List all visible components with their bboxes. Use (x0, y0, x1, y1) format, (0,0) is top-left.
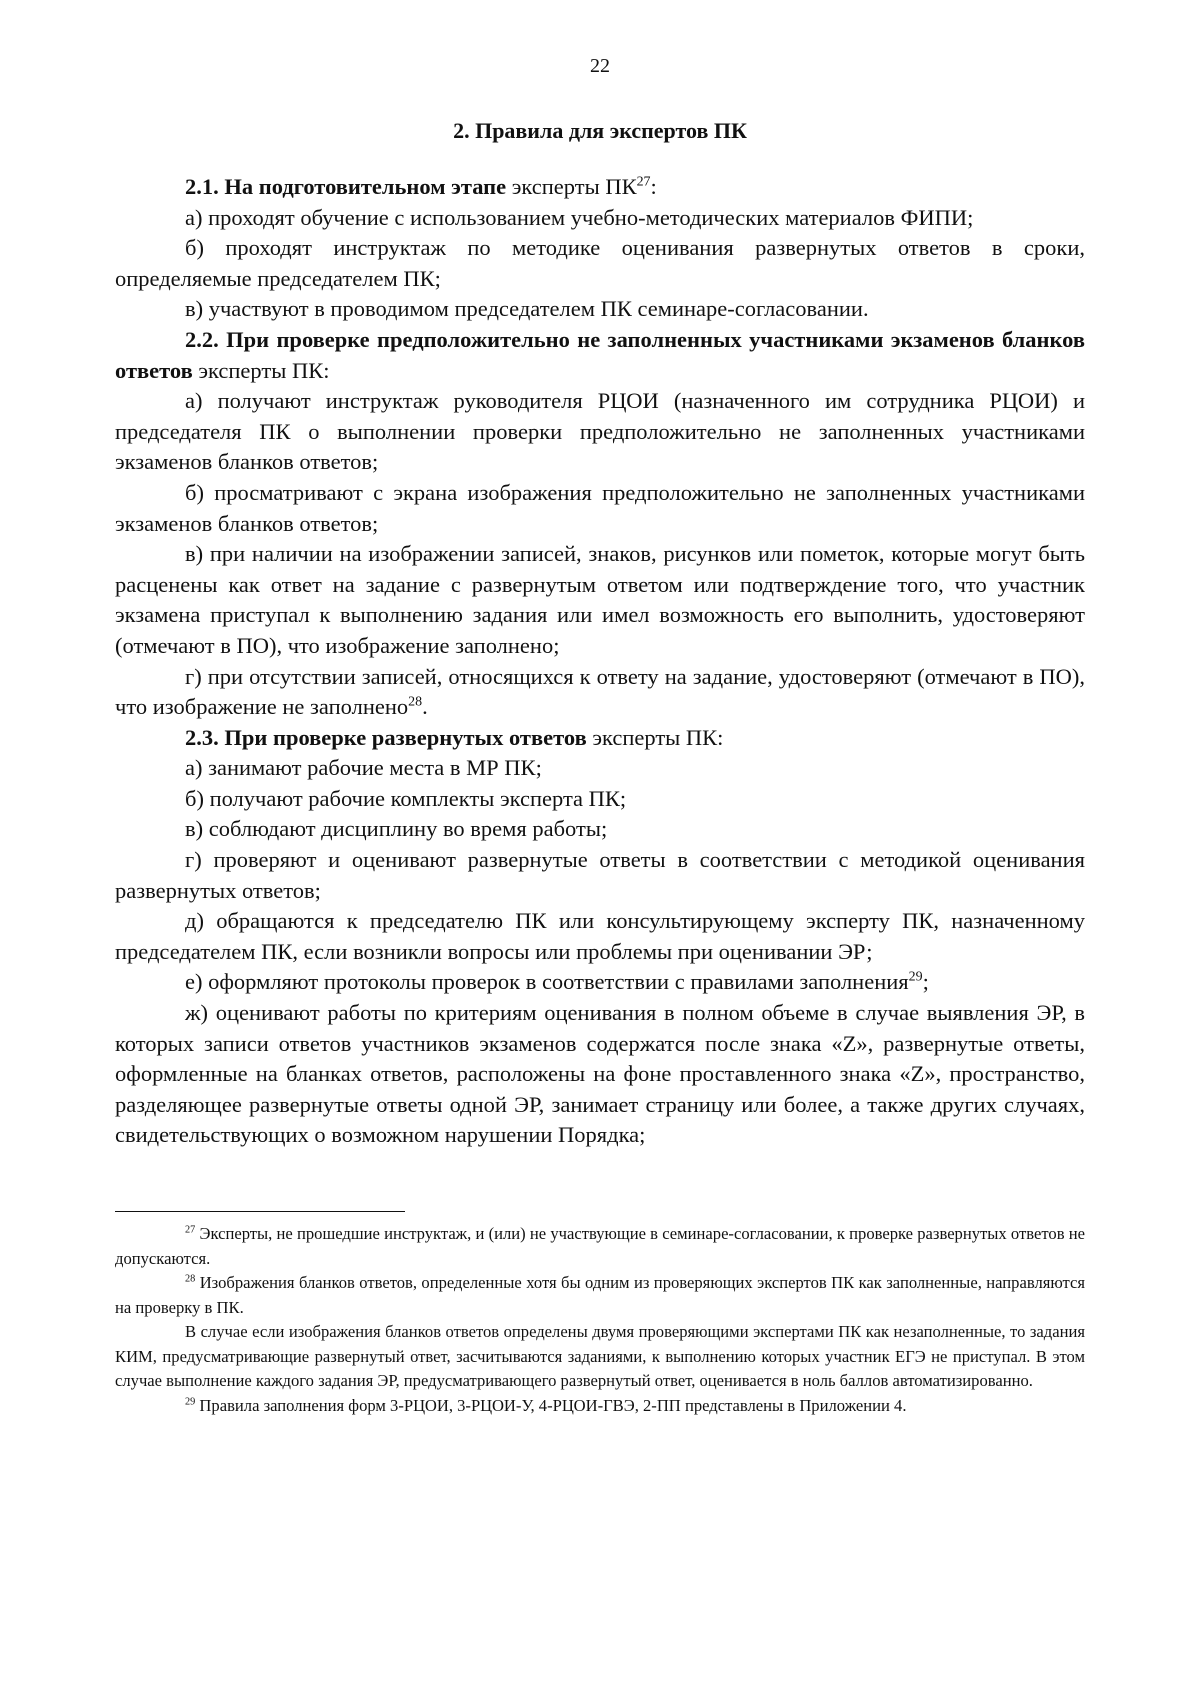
page-number: 22 (590, 55, 610, 77)
list-item (115, 967, 1085, 998)
footnote-separator (115, 1211, 405, 1212)
section-title: 2. Правила для экспертов ПК (453, 118, 747, 143)
footnote-28 (115, 1271, 1085, 1320)
list-item: а) проходят обучение с использованием учебно-методических материалов ФИПИ; (185, 204, 974, 230)
section-2-3-bold-text: При проверке развернутых ответов (224, 724, 587, 750)
footnote-29 (115, 1394, 1085, 1419)
list-item: в) соблюдают дисциплину во время работы; (185, 816, 608, 842)
footnotes (115, 1222, 1085, 1418)
footnote-mark-29: 29 (185, 1395, 196, 1407)
section-2-1-bold-text: На подготовительном этапе (224, 174, 507, 199)
footnote-ref-29: 29 (908, 969, 923, 985)
list-item: а) занимают рабочие места в МР ПК; (185, 755, 542, 781)
document-body (115, 172, 1085, 1151)
footnote-ref-28: 28 (408, 694, 423, 710)
list-item: б) получают рабочие комплекты эксперта ПК; (185, 785, 627, 811)
footnote-ref-27: 27 (636, 174, 651, 190)
footnote-28-continuation: В случае если изображения бланков ответов определены двумя проверяющими экспертами ПК как незаполненные, то задания КИМ, предусматривающие развернутый ответ, засчитываются заданиями, к выполнению которых участник ЕГЭ не приступал. В этом случае выполнение каждого задания ЭР, предусматривающего развернутый ответ, оценивается в ноль баллов автоматизированно. (115, 1322, 1085, 1390)
section-2-1-heading-bold (185, 174, 506, 199)
section-2-2-rest: эксперты ПК: (192, 357, 330, 383)
list-item: г) проверяют и оценивают развернутые ответы в соответствии с методикой оценивания развернутых ответов; (115, 847, 1085, 903)
list-item-text: г) при отсутствии записей, относящихся к ответу на задание, удостоверяют (отмечают в ПО), что изображение не заполнено (115, 663, 1085, 720)
section-2-1-heading (115, 172, 1085, 203)
section-2-2-bold-text: При проверке предположительно не заполненных участниками экзаменов бланков ответов (115, 326, 1086, 383)
list-item-text: е) оформляют протоколы проверок в соответствии с правилами заполнения (185, 969, 909, 995)
section-2-1-rest: эксперты ПК (506, 174, 637, 199)
list-item: б) проходят инструктаж по методике оценивания развернутых ответов в сроки, определяемые председателем ПК; (115, 235, 1085, 291)
footnote-text: Правила заполнения форм 3-РЦОИ, 3-РЦОИ-У, 4-РЦОИ-ГВЭ, 2-ПП представлены в Приложении 4. (195, 1395, 907, 1415)
list-item: б) просматривают с экрана изображения предположительно не заполненных участниками экзаменов бланков ответов; (115, 479, 1085, 536)
list-item: в) участвуют в проводимом председателем ПК семинаре-согласовании. (185, 296, 869, 322)
section-2-1-number: 2.1. (185, 174, 219, 199)
list-item-tail: ; (922, 969, 929, 995)
list-item: д) обращаются к председателю ПК или консультирующему эксперту ПК, назначенному председателем ПК, если возникли вопросы или проблемы при оценивании ЭР; (115, 908, 1085, 964)
list-item: а) получают инструктаж руководителя РЦОИ (назначенного им сотрудника РЦОИ) и председателя ПК о выполнении проверки предположительно не заполненных участниками экзаменов бланков ответов; (115, 388, 1085, 475)
list-item: в) при наличии на изображении записей, знаков, рисунков или пометок, которые могут быть расценены как ответ на задание с развернутым ответом или подтверждение того, что участник экзамена приступал к выполнению задания или имел возможность его выполнить, удостоверяют (отмечают в ПО), что изображение заполнено; (115, 541, 1085, 658)
section-2-3-rest: эксперты ПК: (586, 724, 724, 750)
footnote-text: Изображения бланков ответов, определенные хотя бы одним из проверяющих экспертов ПК как заполненные, направляются на проверку в ПК. (115, 1273, 1085, 1317)
list-item: ж) оценивают работы по критериям оценивания в полном объеме в случае выявления ЭР, в которых записи ответов участников экзаменов содержатся после знака «Z», развернутые ответы, оформленные на бланках ответов, расположены на фоне проставленного знака «Z», пространство, разделяющее развернутые ответы одной ЭР, занимает страницу или более, а также других случаях, свидетельствующих о возможном нарушении Порядка; (115, 1000, 1085, 1148)
footnote-mark-28: 28 (185, 1273, 196, 1285)
section-2-3-heading-bold (185, 725, 587, 750)
section-2-2-heading (115, 325, 1085, 386)
list-item-tail: . (422, 694, 428, 720)
footnote-mark-27: 27 (185, 1224, 196, 1236)
footnote-27 (115, 1222, 1085, 1271)
section-2-3-heading (115, 723, 1085, 754)
section-2-3-number: 2.3. (185, 724, 219, 750)
footnote-text: Эксперты, не прошедшие инструктаж, и (или) не участвующие в семинаре-согласовании, к проверке развернутых ответов не допускаются. (115, 1224, 1085, 1268)
section-2-1-tail: : (650, 174, 657, 199)
section-2-2-number: 2.2. (185, 326, 219, 352)
list-item (115, 662, 1085, 723)
